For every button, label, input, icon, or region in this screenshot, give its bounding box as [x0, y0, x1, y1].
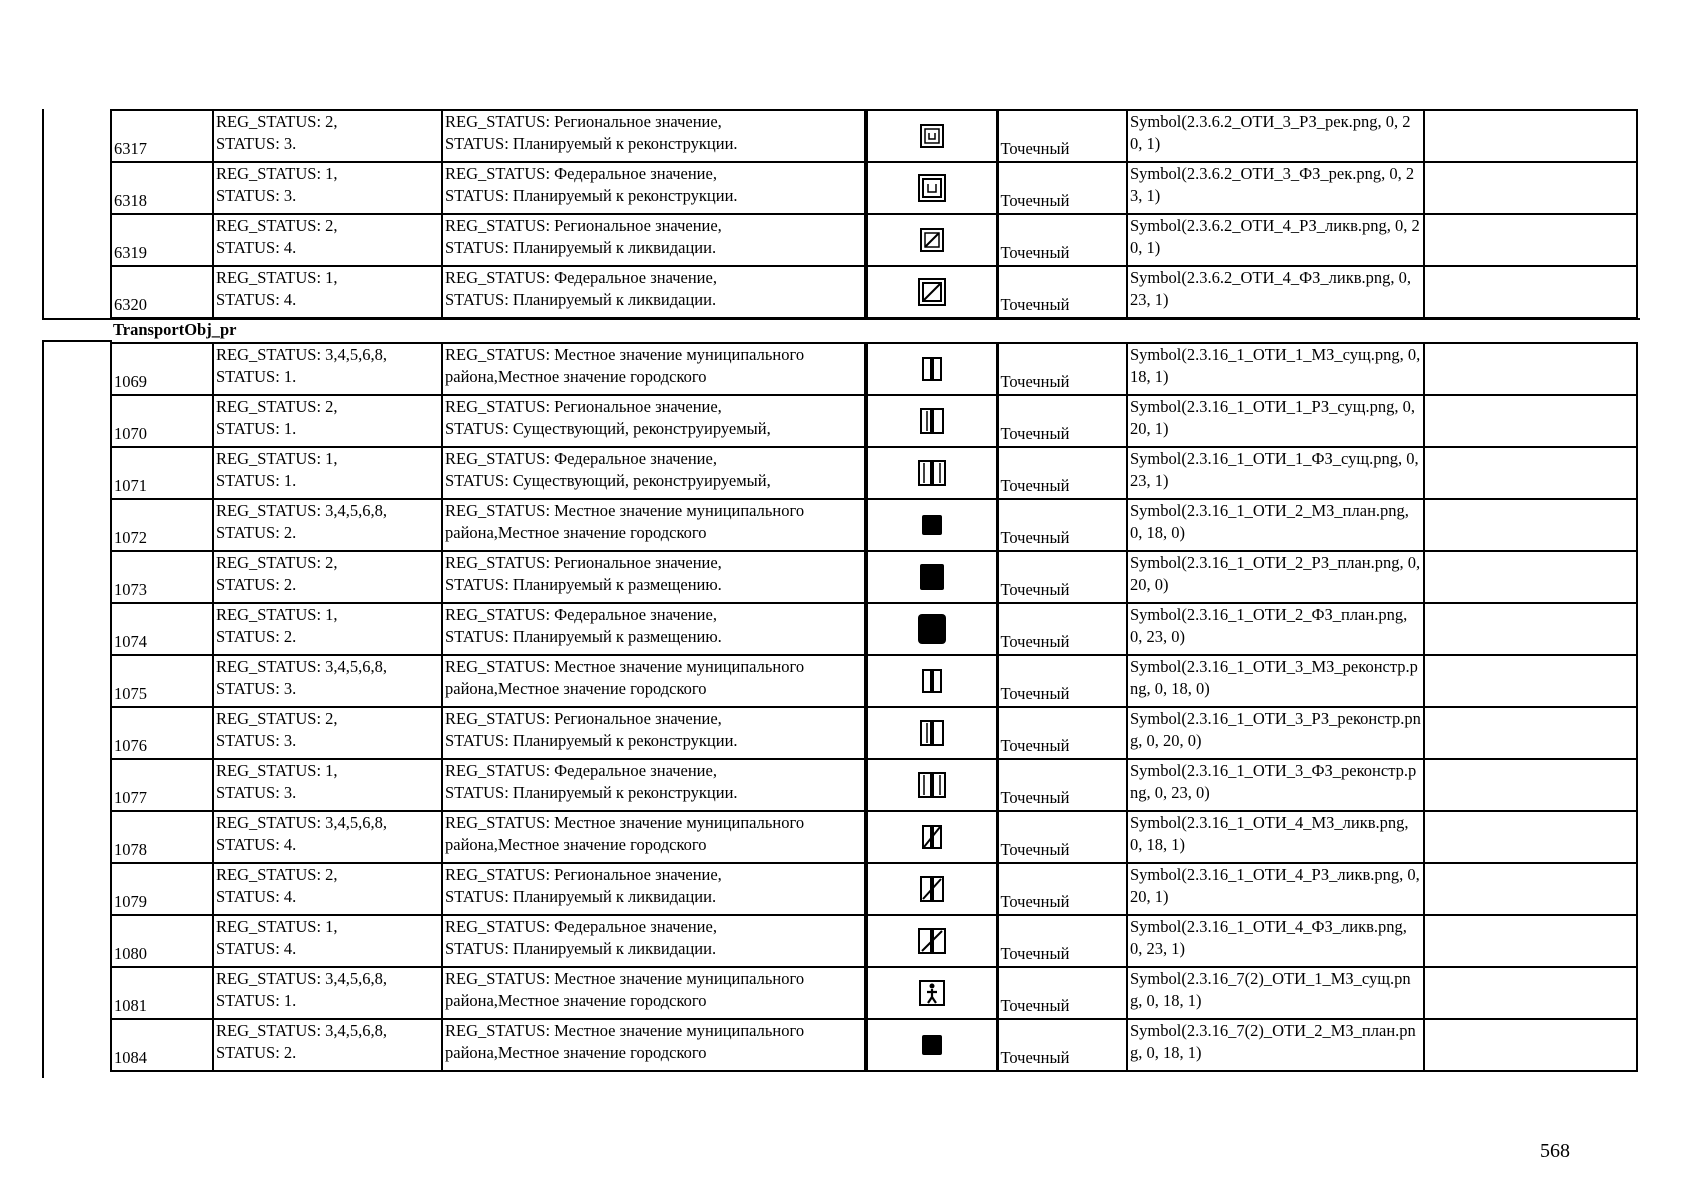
status-description-line: REG_STATUS: Федеральное значение, — [445, 268, 717, 287]
symbol-code-cell: Symbol(2.3.16_7(2)_ОТИ_1_МЗ_сущ.png, 0, 18, 1) — [1127, 967, 1424, 1019]
table-row — [111, 266, 1637, 318]
status-description-cell — [442, 395, 866, 447]
margin-bar — [42, 340, 44, 1078]
status-description-cell — [442, 759, 866, 811]
symbol-cell — [866, 915, 997, 967]
status-code-line: STATUS: 4. — [216, 290, 297, 309]
status-description-cell — [442, 915, 866, 967]
symbol-cell — [866, 447, 997, 499]
status-description-line: STATUS: Планируемый к реконструкции. — [445, 783, 738, 802]
double-square-curved-arrow-icon — [916, 172, 948, 204]
status-description-cell — [442, 811, 866, 863]
section-label: TransportObj_pr — [113, 320, 237, 339]
status-code-cell — [213, 551, 442, 603]
geometry-type-cell: Точечный — [997, 707, 1127, 759]
status-code-cell — [213, 447, 442, 499]
status-code-line: REG_STATUS: 2, — [216, 112, 338, 131]
status-description-cell — [442, 707, 866, 759]
status-description-line: REG_STATUS: Местное значение муниципального — [445, 813, 805, 832]
bridge-outline-icon — [916, 353, 948, 385]
status-description-line: STATUS: Планируемый к ликвидации. — [445, 290, 717, 309]
geometry-type-cell: Точечный — [997, 1019, 1127, 1071]
geometry-type-cell: Точечный — [997, 603, 1127, 655]
status-code-cell — [213, 967, 442, 1019]
symbol-cell — [866, 603, 997, 655]
status-code-cell — [213, 707, 442, 759]
status-code-line: STATUS: 1. — [216, 991, 297, 1010]
filled-square-small-icon — [916, 1029, 948, 1061]
status-description-cell — [442, 603, 866, 655]
symbol-code-cell: Symbol(2.3.16_1_ОТИ_1_РЗ_сущ.png, 0, 20, 1) — [1127, 395, 1424, 447]
status-description-line: REG_STATUS: Федеральное значение, — [445, 605, 717, 624]
status-description-cell — [442, 863, 866, 915]
symbol-cell — [866, 967, 997, 1019]
status-description-line: REG_STATUS: Федеральное значение, — [445, 449, 717, 468]
status-code-line: REG_STATUS: 3,4,5,6,8, — [216, 1021, 388, 1040]
bridge-outline-triple-icon — [916, 769, 948, 801]
symbol-cell — [866, 499, 997, 551]
table-row — [111, 447, 1637, 499]
table-row — [111, 1019, 1637, 1071]
empty-cell — [1424, 967, 1637, 1019]
geometry-type-cell: Точечный — [997, 266, 1127, 318]
status-description-line: STATUS: Планируемый к ликвидации. — [445, 238, 717, 257]
status-code-line: REG_STATUS: 1, — [216, 605, 338, 624]
empty-cell — [1424, 863, 1637, 915]
bridge-crossed-icon — [916, 821, 948, 853]
table-row — [111, 551, 1637, 603]
bridge-outline-double-icon — [916, 405, 948, 437]
symbol-code-cell: Symbol(2.3.16_1_ОТИ_2_ФЗ_план.png, 0, 23, 0) — [1127, 603, 1424, 655]
table-row — [111, 395, 1637, 447]
geometry-type-cell: Точечный — [997, 551, 1127, 603]
empty-cell — [1424, 110, 1637, 162]
status-code-cell — [213, 863, 442, 915]
square-curved-arrow-icon — [916, 120, 948, 152]
object-id-cell: 1070 — [111, 395, 213, 447]
filled-square-large-icon — [916, 613, 948, 645]
status-description-line: района,Местное значение городского — [445, 367, 707, 386]
status-code-cell — [213, 1019, 442, 1071]
status-description-cell — [442, 162, 866, 214]
status-code-line: STATUS: 3. — [216, 679, 297, 698]
status-description-line: REG_STATUS: Региональное значение, — [445, 865, 722, 884]
status-code-line: REG_STATUS: 3,4,5,6,8, — [216, 813, 388, 832]
empty-cell — [1424, 551, 1637, 603]
object-id-cell: 1069 — [111, 343, 213, 395]
symbol-table-lower — [110, 342, 1638, 1072]
status-description-cell — [442, 499, 866, 551]
symbol-code-cell: Symbol(2.3.16_1_ОТИ_1_МЗ_сущ.png, 0, 18, 1) — [1127, 343, 1424, 395]
pedestrian-crossing-icon — [916, 977, 948, 1009]
status-description-line: STATUS: Планируемый к размещению. — [445, 627, 722, 646]
status-code-line: STATUS: 3. — [216, 186, 297, 205]
symbol-code-cell: Symbol(2.3.6.2_ОТИ_4_ФЗ_ликв.png, 0, 23, 1) — [1127, 266, 1424, 318]
symbol-cell — [866, 551, 997, 603]
empty-cell — [1424, 343, 1637, 395]
symbol-code-cell: Symbol(2.3.16_1_ОТИ_3_МЗ_реконстр.png, 0, 18, 0) — [1127, 655, 1424, 707]
status-description-line: REG_STATUS: Региональное значение, — [445, 553, 722, 572]
status-code-line: REG_STATUS: 3,4,5,6,8, — [216, 657, 388, 676]
status-code-line: STATUS: 4. — [216, 939, 297, 958]
status-code-line: REG_STATUS: 2, — [216, 865, 338, 884]
bridge-outline-triple-icon — [916, 457, 948, 489]
symbol-code-cell: Symbol(2.3.16_1_ОТИ_4_РЗ_ликв.png, 0, 20, 1) — [1127, 863, 1424, 915]
status-description-line: STATUS: Планируемый к реконструкции. — [445, 134, 738, 153]
object-id-cell: 6319 — [111, 214, 213, 266]
status-description-line: района,Местное значение городского — [445, 835, 707, 854]
bridge-outline-double-icon — [916, 717, 948, 749]
status-description-line: REG_STATUS: Федеральное значение, — [445, 164, 717, 183]
section-divider — [42, 340, 112, 342]
status-description-cell — [442, 447, 866, 499]
table-row — [111, 499, 1637, 551]
object-id-cell: 6317 — [111, 110, 213, 162]
status-description-line: STATUS: Планируемый к реконструкции. — [445, 731, 738, 750]
status-code-line: REG_STATUS: 3,4,5,6,8, — [216, 501, 388, 520]
symbol-cell — [866, 214, 997, 266]
status-description-cell — [442, 551, 866, 603]
filled-square-small-icon — [916, 509, 948, 541]
status-description-cell — [442, 967, 866, 1019]
table-row — [111, 603, 1637, 655]
symbol-cell — [866, 655, 997, 707]
object-id-cell: 1078 — [111, 811, 213, 863]
geometry-type-cell: Точечный — [997, 499, 1127, 551]
status-code-line: REG_STATUS: 2, — [216, 709, 338, 728]
status-code-cell — [213, 603, 442, 655]
status-code-line: REG_STATUS: 1, — [216, 449, 338, 468]
empty-cell — [1424, 162, 1637, 214]
status-code-line: STATUS: 1. — [216, 367, 297, 386]
status-code-cell — [213, 110, 442, 162]
status-description-line: района,Местное значение городского — [445, 523, 707, 542]
status-description-line: REG_STATUS: Местное значение муниципального — [445, 501, 805, 520]
status-description-line: REG_STATUS: Региональное значение, — [445, 397, 722, 416]
status-description-line: STATUS: Существующий, реконструируемый, — [445, 419, 771, 438]
object-id-cell: 1075 — [111, 655, 213, 707]
status-code-line: REG_STATUS: 3,4,5,6,8, — [216, 969, 388, 988]
status-description-cell — [442, 266, 866, 318]
status-code-cell — [213, 266, 442, 318]
status-description-line: REG_STATUS: Местное значение муниципального — [445, 345, 805, 364]
symbol-code-cell: Symbol(2.3.6.2_ОТИ_4_РЗ_ликв.png, 0, 20, 1) — [1127, 214, 1424, 266]
status-description-line: REG_STATUS: Местное значение муниципального — [445, 657, 805, 676]
symbol-cell — [866, 863, 997, 915]
status-description-line: района,Местное значение городского — [445, 1043, 707, 1062]
status-description-line: REG_STATUS: Региональное значение, — [445, 216, 722, 235]
symbol-cell — [866, 395, 997, 447]
symbol-cell — [866, 266, 997, 318]
symbol-table-upper — [110, 109, 1638, 319]
object-id-cell: 1084 — [111, 1019, 213, 1071]
status-description-cell — [442, 110, 866, 162]
status-code-line: STATUS: 2. — [216, 523, 297, 542]
symbol-cell — [866, 162, 997, 214]
status-code-cell — [213, 499, 442, 551]
symbol-cell — [866, 707, 997, 759]
object-id-cell: 1071 — [111, 447, 213, 499]
status-description-line: REG_STATUS: Региональное значение, — [445, 709, 722, 728]
symbol-cell — [866, 343, 997, 395]
empty-cell — [1424, 266, 1637, 318]
geometry-type-cell: Точечный — [997, 915, 1127, 967]
empty-cell — [1424, 915, 1637, 967]
geometry-type-cell: Точечный — [997, 110, 1127, 162]
status-code-cell — [213, 655, 442, 707]
symbol-cell — [866, 811, 997, 863]
empty-cell — [1424, 395, 1637, 447]
object-id-cell: 1073 — [111, 551, 213, 603]
status-description-line: STATUS: Планируемый к размещению. — [445, 575, 722, 594]
table-row — [111, 214, 1637, 266]
table-row — [111, 162, 1637, 214]
symbol-cell — [866, 1019, 997, 1071]
status-code-line: STATUS: 1. — [216, 471, 297, 490]
symbol-code-cell: Symbol(2.3.16_1_ОТИ_4_ФЗ_ликв.png, 0, 23, 1) — [1127, 915, 1424, 967]
status-description-line: REG_STATUS: Местное значение муниципального — [445, 1021, 805, 1040]
status-description-cell — [442, 343, 866, 395]
status-code-line: REG_STATUS: 2, — [216, 553, 338, 572]
geometry-type-cell: Точечный — [997, 811, 1127, 863]
filled-square-medium-icon — [916, 561, 948, 593]
symbol-code-cell: Symbol(2.3.6.2_ОТИ_3_ФЗ_рек.png, 0, 23, 1) — [1127, 162, 1424, 214]
object-id-cell: 1072 — [111, 499, 213, 551]
status-description-cell — [442, 214, 866, 266]
symbol-code-cell: Symbol(2.3.16_1_ОТИ_3_РЗ_реконстр.png, 0, 20, 0) — [1127, 707, 1424, 759]
symbol-code-cell: Symbol(2.3.16_1_ОТИ_1_ФЗ_сущ.png, 0, 23, 1) — [1127, 447, 1424, 499]
geometry-type-cell: Точечный — [997, 759, 1127, 811]
status-code-line: STATUS: 3. — [216, 731, 297, 750]
empty-cell — [1424, 603, 1637, 655]
status-description-line: REG_STATUS: Федеральное значение, — [445, 761, 717, 780]
object-id-cell: 1080 — [111, 915, 213, 967]
symbol-code-cell: Symbol(2.3.16_1_ОТИ_4_МЗ_ликв.png, 0, 18, 1) — [1127, 811, 1424, 863]
status-code-line: REG_STATUS: 1, — [216, 761, 338, 780]
object-id-cell: 1076 — [111, 707, 213, 759]
object-id-cell: 1077 — [111, 759, 213, 811]
table-row — [111, 655, 1637, 707]
status-description-line: STATUS: Планируемый к ликвидации. — [445, 887, 717, 906]
status-code-line: REG_STATUS: 1, — [216, 917, 338, 936]
status-description-line: REG_STATUS: Федеральное значение, — [445, 917, 717, 936]
geometry-type-cell: Точечный — [997, 447, 1127, 499]
status-description-line: района,Местное значение городского — [445, 679, 707, 698]
status-code-cell — [213, 395, 442, 447]
symbol-cell — [866, 110, 997, 162]
status-code-line: STATUS: 4. — [216, 887, 297, 906]
geometry-type-cell: Точечный — [997, 655, 1127, 707]
object-id-cell: 1079 — [111, 863, 213, 915]
status-code-cell — [213, 343, 442, 395]
table-row — [111, 110, 1637, 162]
object-id-cell: 1081 — [111, 967, 213, 1019]
symbol-code-cell: Symbol(2.3.16_1_ОТИ_3_ФЗ_реконстр.png, 0, 23, 0) — [1127, 759, 1424, 811]
symbol-cell — [866, 759, 997, 811]
object-id-cell: 1074 — [111, 603, 213, 655]
status-code-line: REG_STATUS: 1, — [216, 268, 338, 287]
margin-bar — [42, 109, 44, 320]
status-code-cell — [213, 162, 442, 214]
empty-cell — [1424, 655, 1637, 707]
table-row — [111, 915, 1637, 967]
bridge-crossed-double-icon — [916, 873, 948, 905]
object-id-cell: 6320 — [111, 266, 213, 318]
status-code-line: STATUS: 4. — [216, 238, 297, 257]
status-code-line: REG_STATUS: 3,4,5,6,8, — [216, 345, 388, 364]
geometry-type-cell: Точечный — [997, 967, 1127, 1019]
empty-cell — [1424, 447, 1637, 499]
geometry-type-cell: Точечный — [997, 343, 1127, 395]
symbol-code-cell: Symbol(2.3.6.2_ОТИ_3_РЗ_рек.png, 0, 20, 1) — [1127, 110, 1424, 162]
status-code-line: STATUS: 4. — [216, 835, 297, 854]
status-description-line: STATUS: Существующий, реконструируемый, — [445, 471, 771, 490]
geometry-type-cell: Точечный — [997, 395, 1127, 447]
status-description-cell — [442, 655, 866, 707]
table-row — [111, 863, 1637, 915]
page-number: 568 — [1540, 1140, 1570, 1162]
table-row — [111, 967, 1637, 1019]
status-code-cell — [213, 811, 442, 863]
table-row — [111, 343, 1637, 395]
status-code-cell — [213, 915, 442, 967]
status-code-line: REG_STATUS: 2, — [216, 397, 338, 416]
status-description-line: REG_STATUS: Региональное значение, — [445, 112, 722, 131]
geometry-type-cell: Точечный — [997, 162, 1127, 214]
table-row — [111, 759, 1637, 811]
geometry-type-cell: Точечный — [997, 863, 1127, 915]
status-code-cell — [213, 759, 442, 811]
status-code-line: STATUS: 2. — [216, 1043, 297, 1062]
symbol-code-cell: Symbol(2.3.16_1_ОТИ_2_РЗ_план.png, 0, 20, 0) — [1127, 551, 1424, 603]
status-code-line: STATUS: 3. — [216, 783, 297, 802]
status-description-line: REG_STATUS: Местное значение муниципального — [445, 969, 805, 988]
empty-cell — [1424, 707, 1637, 759]
bridge-outline-icon — [916, 665, 948, 697]
empty-cell — [1424, 759, 1637, 811]
section-divider — [42, 318, 1640, 320]
status-description-line: района,Местное значение городского — [445, 991, 707, 1010]
table-row — [111, 811, 1637, 863]
object-id-cell: 6318 — [111, 162, 213, 214]
bridge-crossed-triple-icon — [916, 925, 948, 957]
table-row — [111, 707, 1637, 759]
status-description-line: STATUS: Планируемый к реконструкции. — [445, 186, 738, 205]
status-code-cell — [213, 214, 442, 266]
status-description-cell — [442, 1019, 866, 1071]
double-square-crossed-icon — [916, 276, 948, 308]
status-code-line: STATUS: 2. — [216, 575, 297, 594]
empty-cell — [1424, 214, 1637, 266]
square-crossed-icon — [916, 224, 948, 256]
status-code-line: STATUS: 3. — [216, 134, 297, 153]
empty-cell — [1424, 499, 1637, 551]
empty-cell — [1424, 811, 1637, 863]
status-code-line: REG_STATUS: 1, — [216, 164, 338, 183]
empty-cell — [1424, 1019, 1637, 1071]
geometry-type-cell: Точечный — [997, 214, 1127, 266]
status-code-line: STATUS: 2. — [216, 627, 297, 646]
status-code-line: STATUS: 1. — [216, 419, 297, 438]
symbol-code-cell: Symbol(2.3.16_1_ОТИ_2_МЗ_план.png, 0, 18, 0) — [1127, 499, 1424, 551]
symbol-code-cell: Symbol(2.3.16_7(2)_ОТИ_2_МЗ_план.png, 0, 18, 1) — [1127, 1019, 1424, 1071]
status-description-line: STATUS: Планируемый к ликвидации. — [445, 939, 717, 958]
status-code-line: REG_STATUS: 2, — [216, 216, 338, 235]
